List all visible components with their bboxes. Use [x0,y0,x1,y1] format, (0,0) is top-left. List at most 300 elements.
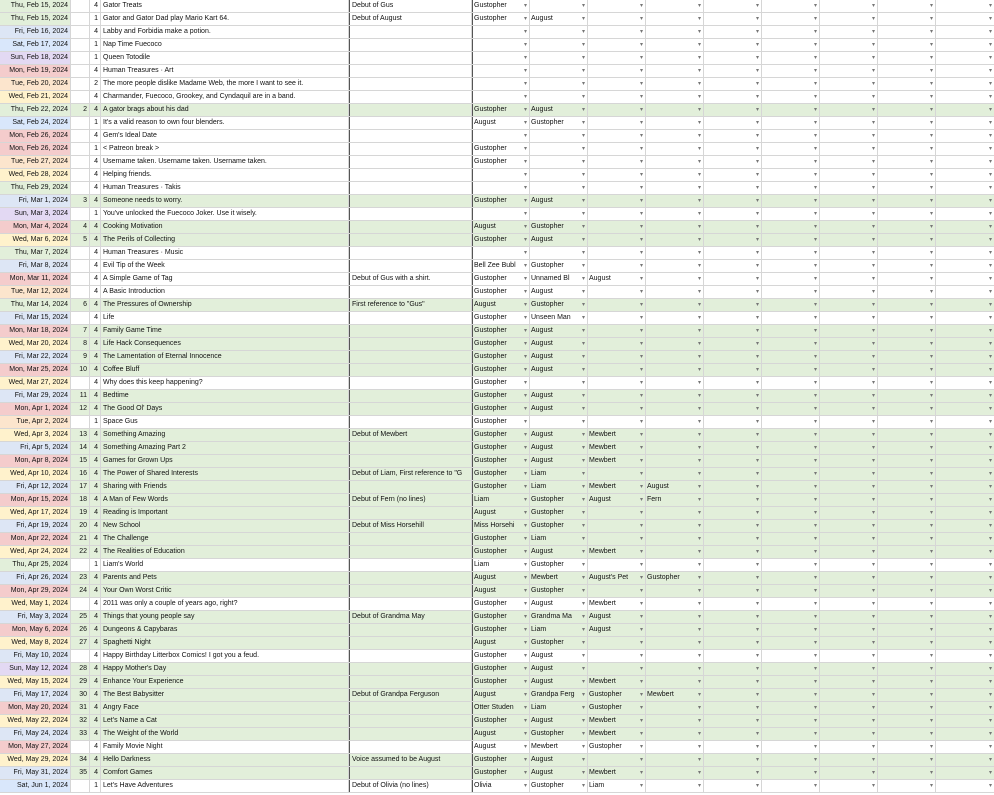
character-dropdown[interactable] [820,39,878,51]
chevron-down-icon[interactable]: ▾ [988,406,992,412]
chevron-down-icon[interactable]: ▾ [929,536,933,542]
character-dropdown[interactable] [588,702,646,714]
chevron-down-icon[interactable]: ▾ [988,276,992,282]
character-dropdown[interactable] [704,390,762,402]
chevron-down-icon[interactable]: ▾ [929,432,933,438]
chevron-down-icon[interactable]: ▾ [929,380,933,386]
note-cell[interactable] [349,208,472,220]
panel-count-cell[interactable]: 4 [90,0,101,12]
character-dropdown[interactable] [878,260,936,272]
comic-number-cell[interactable]: 31 [71,702,90,714]
chevron-down-icon[interactable]: ▾ [871,29,875,35]
chevron-down-icon[interactable]: ▾ [929,29,933,35]
note-cell[interactable] [349,533,472,545]
chevron-down-icon[interactable]: ▾ [697,120,701,126]
character-dropdown[interactable] [472,429,530,441]
chevron-down-icon[interactable]: ▾ [755,367,759,373]
chevron-down-icon[interactable]: ▾ [988,185,992,191]
chevron-down-icon[interactable]: ▾ [988,263,992,269]
character-dropdown[interactable] [762,533,820,545]
character-dropdown[interactable] [820,780,878,792]
character-dropdown[interactable] [878,559,936,571]
title-cell[interactable]: The Challenge [101,533,349,545]
chevron-down-icon[interactable]: ▾ [639,16,643,22]
panel-count-cell[interactable]: 1 [90,117,101,129]
chevron-down-icon[interactable]: ▾ [581,42,585,48]
comic-number-cell[interactable] [71,208,90,220]
character-dropdown[interactable] [472,390,530,402]
character-dropdown[interactable] [936,104,994,116]
chevron-down-icon[interactable]: ▾ [871,120,875,126]
character-dropdown[interactable] [878,520,936,532]
character-dropdown[interactable] [588,377,646,389]
character-dropdown[interactable] [646,507,704,519]
character-dropdown[interactable] [878,325,936,337]
chevron-down-icon[interactable]: ▾ [581,185,585,191]
chevron-down-icon[interactable]: ▾ [929,289,933,295]
character-dropdown[interactable] [646,13,704,25]
date-cell[interactable]: Mon, Mar 11, 2024 [0,273,71,285]
character-dropdown[interactable] [704,65,762,77]
character-dropdown[interactable] [936,351,994,363]
character-dropdown[interactable] [530,351,588,363]
character-dropdown[interactable] [762,507,820,519]
chevron-down-icon[interactable]: ▾ [871,146,875,152]
chevron-down-icon[interactable]: ▾ [988,16,992,22]
character-dropdown[interactable] [704,520,762,532]
character-dropdown[interactable] [936,26,994,38]
panel-count-cell[interactable]: 4 [90,702,101,714]
chevron-down-icon[interactable]: ▾ [929,497,933,503]
chevron-down-icon[interactable]: ▾ [523,549,527,555]
chevron-down-icon[interactable]: ▾ [523,263,527,269]
chevron-down-icon[interactable]: ▾ [988,328,992,334]
character-dropdown[interactable] [762,273,820,285]
chevron-down-icon[interactable]: ▾ [697,679,701,685]
chevron-down-icon[interactable]: ▾ [988,42,992,48]
character-dropdown[interactable] [704,325,762,337]
chevron-down-icon[interactable]: ▾ [697,380,701,386]
note-cell[interactable] [349,364,472,376]
chevron-down-icon[interactable]: ▾ [929,120,933,126]
comic-number-cell[interactable]: 21 [71,533,90,545]
panel-count-cell[interactable]: 4 [90,377,101,389]
panel-count-cell[interactable]: 1 [90,39,101,51]
chevron-down-icon[interactable]: ▾ [988,679,992,685]
date-cell[interactable]: Thu, Mar 14, 2024 [0,299,71,311]
chevron-down-icon[interactable]: ▾ [755,627,759,633]
chevron-down-icon[interactable]: ▾ [929,653,933,659]
character-dropdown[interactable] [762,585,820,597]
chevron-down-icon[interactable]: ▾ [523,55,527,61]
date-cell[interactable]: Mon, Apr 22, 2024 [0,533,71,545]
chevron-down-icon[interactable]: ▾ [813,549,817,555]
chevron-down-icon[interactable]: ▾ [813,68,817,74]
character-dropdown[interactable] [878,221,936,233]
character-dropdown[interactable] [530,598,588,610]
character-dropdown[interactable] [646,91,704,103]
chevron-down-icon[interactable]: ▾ [871,94,875,100]
chevron-down-icon[interactable]: ▾ [697,185,701,191]
chevron-down-icon[interactable]: ▾ [813,380,817,386]
character-dropdown[interactable] [472,143,530,155]
character-dropdown[interactable] [878,299,936,311]
chevron-down-icon[interactable]: ▾ [871,341,875,347]
chevron-down-icon[interactable]: ▾ [929,328,933,334]
chevron-down-icon[interactable]: ▾ [697,198,701,204]
title-cell[interactable]: Enhance Your Experience [101,676,349,688]
character-dropdown[interactable] [530,494,588,506]
note-cell[interactable] [349,325,472,337]
date-cell[interactable]: Sat, Feb 24, 2024 [0,117,71,129]
chevron-down-icon[interactable]: ▾ [697,289,701,295]
chevron-down-icon[interactable]: ▾ [929,575,933,581]
chevron-down-icon[interactable]: ▾ [988,159,992,165]
character-dropdown[interactable] [588,260,646,272]
character-dropdown[interactable] [936,234,994,246]
panel-count-cell[interactable]: 4 [90,598,101,610]
chevron-down-icon[interactable]: ▾ [988,640,992,646]
character-dropdown[interactable] [530,728,588,740]
chevron-down-icon[interactable]: ▾ [929,107,933,113]
character-dropdown[interactable] [472,273,530,285]
chevron-down-icon[interactable]: ▾ [929,718,933,724]
chevron-down-icon[interactable]: ▾ [813,640,817,646]
chevron-down-icon[interactable]: ▾ [871,42,875,48]
chevron-down-icon[interactable]: ▾ [988,250,992,256]
note-cell[interactable]: Voice assumed to be August [349,754,472,766]
character-dropdown[interactable] [704,507,762,519]
character-dropdown[interactable] [820,338,878,350]
character-dropdown[interactable] [820,117,878,129]
character-dropdown[interactable] [472,624,530,636]
note-cell[interactable] [349,52,472,64]
character-dropdown[interactable] [646,676,704,688]
chevron-down-icon[interactable]: ▾ [813,432,817,438]
character-dropdown[interactable] [762,195,820,207]
comic-number-cell[interactable]: 5 [71,234,90,246]
chevron-down-icon[interactable]: ▾ [871,393,875,399]
comic-number-cell[interactable] [71,741,90,753]
chevron-down-icon[interactable]: ▾ [697,614,701,620]
character-dropdown[interactable] [704,481,762,493]
character-dropdown[interactable] [704,299,762,311]
character-dropdown[interactable] [646,39,704,51]
character-dropdown[interactable] [704,637,762,649]
character-dropdown[interactable] [472,325,530,337]
character-dropdown[interactable] [646,117,704,129]
character-dropdown[interactable] [588,208,646,220]
character-dropdown[interactable] [588,637,646,649]
character-dropdown[interactable] [936,52,994,64]
chevron-down-icon[interactable]: ▾ [639,315,643,321]
character-dropdown[interactable] [762,624,820,636]
chevron-down-icon[interactable]: ▾ [639,224,643,230]
character-dropdown[interactable] [472,494,530,506]
character-dropdown[interactable] [588,767,646,779]
character-dropdown[interactable] [704,728,762,740]
character-dropdown[interactable] [878,403,936,415]
chevron-down-icon[interactable]: ▾ [929,81,933,87]
title-cell[interactable]: Coffee Bluff [101,364,349,376]
chevron-down-icon[interactable]: ▾ [639,237,643,243]
chevron-down-icon[interactable]: ▾ [929,55,933,61]
character-dropdown[interactable] [762,286,820,298]
chevron-down-icon[interactable]: ▾ [871,510,875,516]
chevron-down-icon[interactable]: ▾ [929,224,933,230]
chevron-down-icon[interactable]: ▾ [871,484,875,490]
chevron-down-icon[interactable]: ▾ [523,185,527,191]
character-dropdown[interactable] [472,169,530,181]
character-dropdown[interactable] [530,247,588,259]
character-dropdown[interactable] [936,273,994,285]
character-dropdown[interactable] [820,676,878,688]
note-cell[interactable] [349,650,472,662]
chevron-down-icon[interactable]: ▾ [988,549,992,555]
chevron-down-icon[interactable]: ▾ [871,419,875,425]
title-cell[interactable]: Liam's World [101,559,349,571]
panel-count-cell[interactable]: 4 [90,533,101,545]
chevron-down-icon[interactable]: ▾ [813,302,817,308]
comic-number-cell[interactable]: 4 [71,221,90,233]
comic-number-cell[interactable]: 8 [71,338,90,350]
chevron-down-icon[interactable]: ▾ [929,393,933,399]
chevron-down-icon[interactable]: ▾ [523,250,527,256]
chevron-down-icon[interactable]: ▾ [581,302,585,308]
chevron-down-icon[interactable]: ▾ [929,744,933,750]
chevron-down-icon[interactable]: ▾ [871,679,875,685]
title-cell[interactable]: Sharing with Friends [101,481,349,493]
character-dropdown[interactable] [762,780,820,792]
chevron-down-icon[interactable]: ▾ [755,445,759,451]
chevron-down-icon[interactable]: ▾ [871,588,875,594]
chevron-down-icon[interactable]: ▾ [581,679,585,685]
chevron-down-icon[interactable]: ▾ [523,601,527,607]
character-dropdown[interactable] [646,702,704,714]
chevron-down-icon[interactable]: ▾ [813,757,817,763]
panel-count-cell[interactable]: 4 [90,247,101,259]
character-dropdown[interactable] [472,455,530,467]
chevron-down-icon[interactable]: ▾ [581,653,585,659]
chevron-down-icon[interactable]: ▾ [929,276,933,282]
character-dropdown[interactable] [878,546,936,558]
character-dropdown[interactable] [762,468,820,480]
chevron-down-icon[interactable]: ▾ [523,744,527,750]
character-dropdown[interactable] [936,403,994,415]
chevron-down-icon[interactable]: ▾ [755,198,759,204]
date-cell[interactable]: Fri, May 24, 2024 [0,728,71,740]
character-dropdown[interactable] [472,377,530,389]
note-cell[interactable] [349,26,472,38]
title-cell[interactable]: The Lamentation of Eternal Innocence [101,351,349,363]
chevron-down-icon[interactable]: ▾ [755,536,759,542]
character-dropdown[interactable] [820,598,878,610]
date-cell[interactable]: Mon, Apr 8, 2024 [0,455,71,467]
chevron-down-icon[interactable]: ▾ [639,523,643,529]
chevron-down-icon[interactable]: ▾ [929,354,933,360]
chevron-down-icon[interactable]: ▾ [755,718,759,724]
chevron-down-icon[interactable]: ▾ [755,250,759,256]
character-dropdown[interactable] [762,702,820,714]
character-dropdown[interactable] [588,546,646,558]
chevron-down-icon[interactable]: ▾ [581,666,585,672]
chevron-down-icon[interactable]: ▾ [755,601,759,607]
character-dropdown[interactable] [762,338,820,350]
chevron-down-icon[interactable]: ▾ [929,445,933,451]
character-dropdown[interactable] [936,416,994,428]
chevron-down-icon[interactable]: ▾ [581,341,585,347]
date-cell[interactable]: Thu, Feb 15, 2024 [0,0,71,12]
character-dropdown[interactable] [588,520,646,532]
chevron-down-icon[interactable]: ▾ [929,562,933,568]
note-cell[interactable]: Debut of Grandma May [349,611,472,623]
character-dropdown[interactable] [936,143,994,155]
character-dropdown[interactable] [704,416,762,428]
panel-count-cell[interactable]: 4 [90,663,101,675]
character-dropdown[interactable] [646,494,704,506]
chevron-down-icon[interactable]: ▾ [929,783,933,789]
chevron-down-icon[interactable]: ▾ [813,445,817,451]
chevron-down-icon[interactable]: ▾ [581,497,585,503]
character-dropdown[interactable] [530,234,588,246]
chevron-down-icon[interactable]: ▾ [871,16,875,22]
title-cell[interactable]: Nap Time Fuecoco [101,39,349,51]
character-dropdown[interactable] [936,689,994,701]
chevron-down-icon[interactable]: ▾ [697,42,701,48]
date-cell[interactable]: Wed, Apr 10, 2024 [0,468,71,480]
character-dropdown[interactable] [936,468,994,480]
chevron-down-icon[interactable]: ▾ [697,263,701,269]
panel-count-cell[interactable]: 1 [90,416,101,428]
chevron-down-icon[interactable]: ▾ [639,302,643,308]
comic-number-cell[interactable]: 32 [71,715,90,727]
character-dropdown[interactable] [936,520,994,532]
comic-number-cell[interactable]: 27 [71,637,90,649]
chevron-down-icon[interactable]: ▾ [929,523,933,529]
character-dropdown[interactable] [762,52,820,64]
chevron-down-icon[interactable]: ▾ [697,55,701,61]
character-dropdown[interactable] [878,351,936,363]
character-dropdown[interactable] [704,104,762,116]
chevron-down-icon[interactable]: ▾ [697,341,701,347]
character-dropdown[interactable] [762,169,820,181]
character-dropdown[interactable] [704,143,762,155]
comic-number-cell[interactable] [71,780,90,792]
date-cell[interactable]: Wed, Feb 28, 2024 [0,169,71,181]
character-dropdown[interactable] [472,26,530,38]
character-dropdown[interactable] [588,0,646,12]
date-cell[interactable]: Thu, Feb 22, 2024 [0,104,71,116]
note-cell[interactable] [349,104,472,116]
chevron-down-icon[interactable]: ▾ [813,3,817,9]
character-dropdown[interactable] [762,364,820,376]
chevron-down-icon[interactable]: ▾ [639,692,643,698]
character-dropdown[interactable] [762,663,820,675]
chevron-down-icon[interactable]: ▾ [871,354,875,360]
panel-count-cell[interactable]: 4 [90,221,101,233]
chevron-down-icon[interactable]: ▾ [523,419,527,425]
chevron-down-icon[interactable]: ▾ [755,185,759,191]
character-dropdown[interactable] [936,598,994,610]
date-cell[interactable]: Wed, Apr 3, 2024 [0,429,71,441]
character-dropdown[interactable] [936,741,994,753]
chevron-down-icon[interactable]: ▾ [871,302,875,308]
panel-count-cell[interactable]: 4 [90,728,101,740]
character-dropdown[interactable] [588,663,646,675]
character-dropdown[interactable] [820,0,878,12]
chevron-down-icon[interactable]: ▾ [523,770,527,776]
chevron-down-icon[interactable]: ▾ [523,653,527,659]
chevron-down-icon[interactable]: ▾ [639,562,643,568]
chevron-down-icon[interactable]: ▾ [697,588,701,594]
note-cell[interactable] [349,403,472,415]
character-dropdown[interactable] [704,715,762,727]
character-dropdown[interactable] [936,507,994,519]
chevron-down-icon[interactable]: ▾ [697,731,701,737]
date-cell[interactable]: Mon, Apr 15, 2024 [0,494,71,506]
chevron-down-icon[interactable]: ▾ [871,692,875,698]
chevron-down-icon[interactable]: ▾ [755,341,759,347]
title-cell[interactable]: The Perils of Collecting [101,234,349,246]
note-cell[interactable] [349,741,472,753]
title-cell[interactable]: It's a valid reason to own four blenders. [101,117,349,129]
character-dropdown[interactable] [588,572,646,584]
character-dropdown[interactable] [646,130,704,142]
character-dropdown[interactable] [820,650,878,662]
comic-number-cell[interactable] [71,13,90,25]
character-dropdown[interactable] [878,390,936,402]
title-cell[interactable]: Angry Face [101,702,349,714]
comic-number-cell[interactable]: 20 [71,520,90,532]
comic-number-cell[interactable] [71,39,90,51]
character-dropdown[interactable] [820,52,878,64]
chevron-down-icon[interactable]: ▾ [523,562,527,568]
character-dropdown[interactable] [588,754,646,766]
character-dropdown[interactable] [820,91,878,103]
chevron-down-icon[interactable]: ▾ [581,237,585,243]
character-dropdown[interactable] [878,650,936,662]
chevron-down-icon[interactable]: ▾ [523,692,527,698]
chevron-down-icon[interactable]: ▾ [988,770,992,776]
chevron-down-icon[interactable]: ▾ [697,692,701,698]
character-dropdown[interactable] [472,130,530,142]
title-cell[interactable]: Labby and Forbidia make a potion. [101,26,349,38]
chevron-down-icon[interactable]: ▾ [697,224,701,230]
character-dropdown[interactable] [530,767,588,779]
title-cell[interactable]: Someone needs to worry. [101,195,349,207]
chevron-down-icon[interactable]: ▾ [581,172,585,178]
character-dropdown[interactable] [646,299,704,311]
note-cell[interactable] [349,312,472,324]
chevron-down-icon[interactable]: ▾ [639,120,643,126]
character-dropdown[interactable] [530,702,588,714]
character-dropdown[interactable] [820,611,878,623]
character-dropdown[interactable] [762,559,820,571]
panel-count-cell[interactable]: 4 [90,754,101,766]
comic-number-cell[interactable]: 10 [71,364,90,376]
chevron-down-icon[interactable]: ▾ [988,55,992,61]
chevron-down-icon[interactable]: ▾ [639,627,643,633]
chevron-down-icon[interactable]: ▾ [755,666,759,672]
character-dropdown[interactable] [878,585,936,597]
chevron-down-icon[interactable]: ▾ [697,354,701,360]
character-dropdown[interactable] [646,637,704,649]
character-dropdown[interactable] [762,403,820,415]
title-cell[interactable]: Username taken. Username taken. Username taken. [101,156,349,168]
chevron-down-icon[interactable]: ▾ [697,497,701,503]
character-dropdown[interactable] [588,78,646,90]
chevron-down-icon[interactable]: ▾ [639,757,643,763]
